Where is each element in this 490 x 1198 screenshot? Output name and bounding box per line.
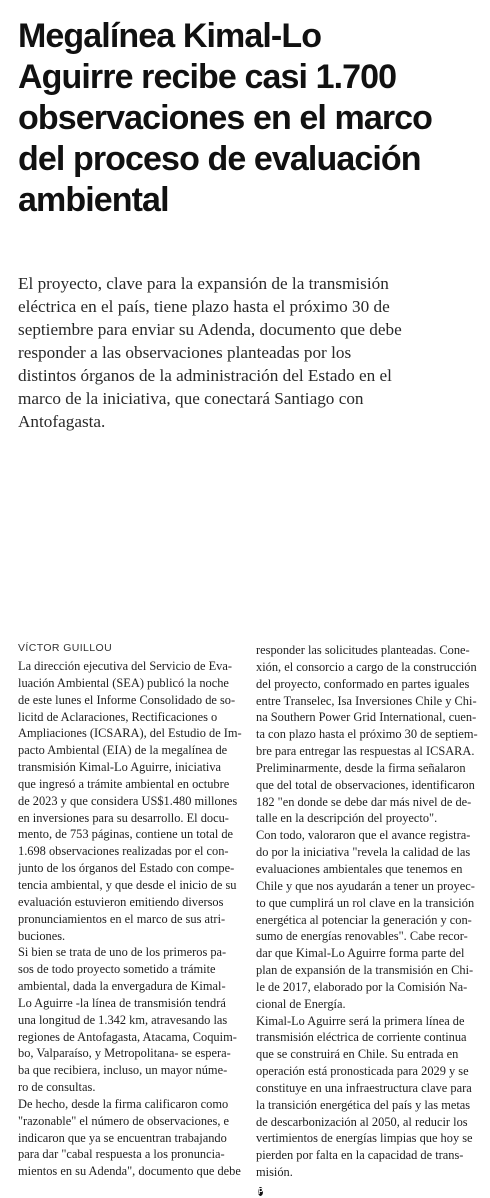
body-column-left	[18, 658, 246, 1180]
body-text-line: ta con plazo hasta el próximo 30 de septiem-	[256, 727, 478, 742]
body-text-line: pacto Ambiental (EIA) de la megalínea de	[18, 743, 228, 758]
lede-line: eléctrica en el país, tiene plazo hasta el próximo 30 de	[18, 297, 390, 316]
headline-line: Megalínea Kimal-Lo	[18, 17, 322, 55]
body-text-line: 1.698 observaciones realizadas por el con-	[18, 844, 229, 859]
body-text-line: evaluación estuvieron emitiendo diversos	[18, 894, 224, 909]
body-text-line: transmisión Kimal-Lo Aguirre, iniciativa	[18, 760, 222, 775]
body-text-line: le de 2017, elaborado por la Comisión Na-	[256, 979, 468, 994]
lede-line: responder a las observaciones planteadas por los	[18, 343, 352, 362]
body-text-line: entre Transelec, Isa Inversiones Chile y Chi-	[256, 693, 477, 708]
body-text-line: en inversiones para su desarrollo. El docu-	[18, 810, 229, 825]
body-text-line: constituye en una infraestructura clave para	[256, 1080, 472, 1095]
body-text-line: na Southern Power Grid International, cuen-	[256, 710, 477, 725]
body-text-line: evaluaciones ambientales que tenemos en	[256, 861, 463, 876]
body-text-line: ro de consultas.	[18, 1080, 96, 1095]
body-text-line: buciones.	[18, 928, 66, 943]
body-text-line: de descarbonización al 2050, al reducir los	[256, 1114, 468, 1129]
body-text-line: "razonable" el número de observaciones, e	[18, 1113, 230, 1128]
body-text-line: operación está pronosticada para 2029 y se	[256, 1064, 469, 1079]
body-text-line: junto de los órganos del Estado con compe-	[18, 861, 235, 876]
body-text-line: La dirección ejecutiva del Servicio de Eva-	[18, 659, 232, 673]
body-text-line: responder las solicitudes planteadas. Cone-	[256, 643, 470, 657]
body-text-line: que del total de observaciones, identificaron	[256, 777, 475, 792]
body-text-line: transmisión eléctrica de corriente continua	[256, 1030, 467, 1045]
lede-line: Antofagasta.	[18, 412, 106, 431]
body-text-line: sumo de energías renovables". Cabe recor-	[256, 929, 468, 944]
body-text-line: bre para entregar las respuestas al ICSARA.	[256, 744, 475, 759]
body-text-line: misión.	[256, 1165, 293, 1180]
body-text-line: 182 "en donde se debe dar más nivel de de-	[256, 794, 472, 809]
body-text-line: una longitud de 1.342 km, atravesando las	[18, 1012, 228, 1027]
body-text-line: dar que Kimal-Lo Aguirre forma parte del	[256, 946, 465, 961]
body-text-line: ba que recibiera, incluso, un mayor núme-	[18, 1063, 228, 1078]
body-text-line: pronunciamientos en el marco de sus atri-	[18, 911, 226, 926]
headline-line: Aguirre recibe casi 1.700	[18, 58, 397, 96]
body-text-line: xión, el consorcio a cargo de la construcción	[256, 659, 477, 674]
body-text-line: energética al potenciar la generación y con-	[256, 912, 472, 927]
end-of-article-icon: P	[258, 1187, 264, 1196]
body-text-line: talle en la descripción del proyecto".	[256, 811, 438, 826]
headline	[18, 16, 480, 221]
headline-line: observaciones en el marco	[18, 99, 433, 137]
body-text-line: Kimal-Lo Aguirre será la primera línea de	[256, 1013, 465, 1028]
lede-line: El proyecto, clave para la expansión de la transmisión	[18, 274, 389, 293]
body-text-line: luación Ambiental (SEA) publicó la noche	[18, 675, 229, 690]
body-text-line: la transición energética del país y las metas	[256, 1097, 471, 1112]
headline-line: del proceso de evaluación	[18, 140, 421, 178]
body-column-right	[256, 642, 481, 1198]
body-text-line: mento, de 753 páginas, contiene un total de	[18, 827, 234, 842]
body-text-line: pierden por falta en la capacidad de trans-	[256, 1148, 464, 1163]
body-text-line: Lo Aguirre -la línea de transmisión tendrá	[18, 995, 226, 1010]
body-text-line: indicaron que ya se encuentran trabajando	[18, 1130, 227, 1145]
body-text-line: vertimientos de energías limpias que hoy se	[256, 1131, 473, 1146]
body-text-line: para dar "cabal respuesta a los pronuncia-	[18, 1147, 225, 1162]
body-text-line: licitd de Aclaraciones, Rectificaciones o	[18, 709, 218, 724]
body-text-line: del proyecto, conformado en partes iguales	[256, 676, 470, 691]
body-text-line: mientos en su Adenda", documento que debe	[18, 1164, 241, 1179]
body-text-line: De hecho, desde la firma calificaron como	[18, 1096, 229, 1111]
body-text-line: regiones de Antofagasta, Atacama, Coquim-	[18, 1029, 237, 1044]
body-text-line: to que cumplirá un rol clave en la transición	[256, 895, 475, 910]
body-text-line: sos de todo proyecto sometido a trámite	[18, 962, 216, 977]
body-text-line: Ampliaciones (ICSARA), del Estudio de Im-	[18, 726, 242, 741]
body-text-line: Con todo, valoraron que el avance registra-	[256, 828, 471, 843]
body-text-line: Si bien se trata de uno de los primeros pa-	[18, 945, 227, 960]
body-text-line: de 2023 y que considera US$1.480 millones	[18, 793, 238, 808]
body-text-line: do por la iniciativa "revela la calidad de las	[256, 845, 471, 860]
lede-paragraph	[18, 272, 486, 433]
body-text-line: que ingresó a trámite ambiental en octubre	[18, 776, 230, 791]
body-text-line: Chile y que nos ayudarán a tener un proyec-	[256, 878, 475, 893]
author-byline: VÍCTOR GUILLOU	[18, 642, 113, 654]
body-text-line: Preliminarmente, desde la firma señalaron	[256, 760, 466, 775]
lede-line: marco de la iniciativa, que conectará Santiago con	[18, 389, 364, 408]
body-text-line: tencia ambiental, y que desde el inicio de su	[18, 877, 237, 892]
body-text-line: que se construirá en Chile. Su entrada en	[256, 1047, 459, 1062]
body-text-line: de este lunes el Informe Consolidado de so-	[18, 692, 236, 707]
lede-line: septiembre para enviar su Adenda, documento que debe	[18, 320, 402, 339]
headline-line: ambiental	[18, 181, 169, 219]
body-text-line: plan de expansión de la transmisión en Chi-	[256, 963, 474, 978]
body-text-line: cional de Energía.	[256, 996, 346, 1011]
body-text-line: bo, Valparaíso, y Metropolitana- se espera-	[18, 1046, 231, 1061]
body-text-line: ambiental, dada la envergadura de Kimal-	[18, 979, 226, 994]
lede-line: distintos órganos de la administración del Estado en el	[18, 366, 392, 385]
